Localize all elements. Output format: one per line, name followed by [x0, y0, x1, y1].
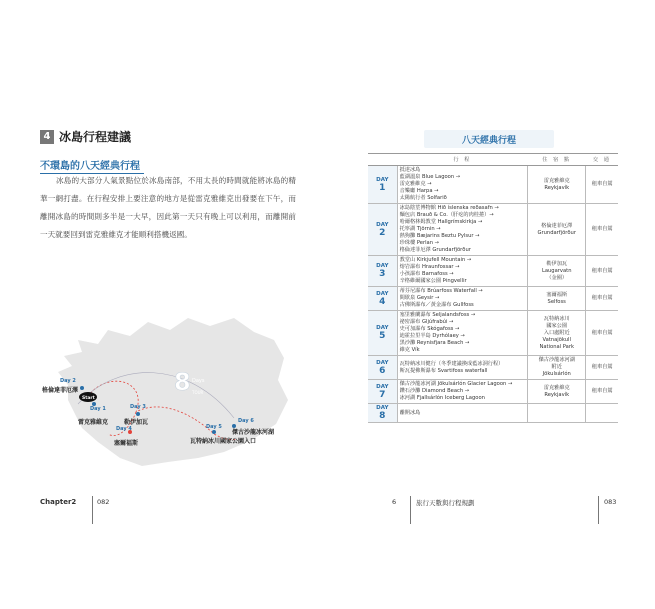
header-transport: 交 通	[586, 154, 618, 166]
stay-cell	[528, 404, 586, 423]
itinerary-title: 八天經典行程	[424, 130, 554, 148]
day-label: DAY	[376, 263, 389, 269]
itinerary-line: 迪霍拉里半島 Dyrhólaey →	[399, 333, 465, 339]
day-label: DAY	[376, 325, 389, 331]
day-label: DAY	[376, 405, 389, 411]
itinerary-line: 間歇泉 Geysir →	[399, 295, 440, 301]
map-day-label: Day 4	[116, 426, 132, 432]
table-row	[368, 287, 618, 311]
day-cell	[368, 404, 397, 423]
itinerary-line: 太陽航行者 Solfarið	[399, 195, 447, 201]
footer-divider	[410, 496, 411, 524]
map-day-label: Day 1	[90, 406, 106, 412]
stay-cell	[528, 356, 586, 380]
body-paragraph: 冰島的大部分人氣景點位於冰島南部，不用太長的時間就能將冰島的精華一網打盡。在行程安排上要注意的地方是從雷克雅維克出發要在下午，而離開冰島的時間則多半是一大早，因此第一天只有晚上可以利用，而離開前一天就要回到雷克雅維克才能順利搭機返國。	[40, 176, 296, 239]
day-number: 1	[379, 182, 386, 193]
footer-divider	[598, 496, 599, 524]
itinerary-line: 冰河湖 Fjallsárlón Iceberg Lagoon	[399, 395, 485, 401]
itinerary-cell	[397, 404, 528, 423]
day-cell	[368, 256, 397, 287]
stay-line: Reykjavík	[544, 184, 570, 191]
day-label: DAY	[376, 290, 389, 297]
stay-line: 勒伊加瓦	[546, 260, 568, 267]
stay-cell	[528, 256, 586, 287]
itinerary-line: 瓦特納冰川健行（冬季建議換成藍冰洞行程）	[399, 360, 504, 367]
iceland-route-map	[38, 300, 290, 480]
itinerary-line: 古佛斯瀑布／黃金瀑布 Gullfoss	[399, 302, 474, 308]
stay-cell	[528, 287, 586, 311]
day-cell	[368, 311, 397, 356]
map-place-label: 瓦特納冰川國家公園入口	[190, 438, 257, 445]
stay-line: 雷克雅維克	[543, 384, 570, 391]
itinerary-line: 熱狗攤 Bæjarins Beztu Pylsur →	[399, 233, 480, 239]
day-cell	[368, 166, 397, 204]
stay-line: 格倫達菲厄澤	[541, 222, 573, 229]
day-number: 4	[379, 296, 386, 307]
day-number: 3	[379, 269, 386, 279]
itinerary-cell	[397, 356, 528, 380]
stay-line: Laugarvatn	[541, 267, 572, 274]
transport-cell: 租車自駕	[586, 356, 618, 380]
stay-line: Reykjavík	[544, 391, 570, 398]
day-number: 6	[379, 365, 386, 376]
transport-cell: 租車自駕	[586, 166, 618, 204]
table-row	[368, 204, 618, 256]
stay-line: 附近	[551, 364, 562, 370]
itinerary-line: 托寧湖 Tjörnin →	[399, 226, 441, 232]
itinerary-line: 教堂山 Kirkjufell Mountain →	[399, 257, 472, 263]
stay-cell	[528, 380, 586, 404]
stay-line: 傑古沙龍冰河湖	[538, 357, 575, 363]
itinerary-line: 離開冰島	[399, 409, 421, 416]
footer-chapter: Chapter2	[40, 498, 77, 506]
stay-line: 國家公園	[546, 322, 568, 329]
stay-line: 雷克雅維克	[543, 177, 570, 184]
map-place-label: 傑古沙龍冰河湖	[232, 429, 275, 436]
day-number: 8	[379, 411, 386, 421]
days-number: 8	[174, 368, 191, 396]
itinerary-cell	[397, 204, 528, 256]
stay-cell	[528, 311, 586, 356]
itinerary-line: 小孩瀑布 Barnafoss →	[399, 271, 454, 277]
table-row	[368, 356, 618, 380]
start-label: Start	[82, 396, 95, 401]
footer-page-number-right: 083	[604, 498, 617, 506]
stay-cell	[528, 166, 586, 204]
itinerary-line: 黑沙灘 Reynisfjara Beach →	[399, 340, 470, 346]
itinerary-cell	[397, 287, 528, 311]
days-word: Days	[192, 378, 205, 384]
itinerary-line: 傑古沙龍冰河湖 Jökulsárlón Glacier Lagoon →	[399, 381, 513, 387]
stay-cell	[528, 204, 586, 256]
day-number: 7	[379, 389, 386, 400]
stay-line: 入口處附近	[543, 329, 570, 336]
itinerary-table	[368, 153, 618, 423]
footer-page-number: 082	[97, 498, 110, 506]
footer-chapter-number: 6	[392, 498, 397, 506]
itinerary-line: 珍珠樓 Perlan →	[399, 240, 439, 246]
itinerary-cell	[397, 311, 528, 356]
stay-line: Grundarfjörður	[537, 229, 576, 236]
map-day-label: Day 6	[238, 418, 254, 424]
itinerary-line: 塞里雅蘭瀑布 Seljalandsfoss →	[399, 312, 476, 318]
table-row	[368, 380, 618, 404]
transport-cell	[586, 404, 618, 423]
itinerary-cell	[397, 380, 528, 404]
header-day	[368, 154, 397, 166]
itinerary-line: 藍湖溫泉 Blue Lagoon →	[399, 174, 461, 180]
itinerary-line: 斯瓦提佛斯瀑布 Svartifoss waterfall	[399, 367, 488, 374]
stay-line: National Park	[539, 343, 574, 350]
table-row	[368, 256, 618, 287]
table-header-row	[368, 154, 618, 166]
itinerary-line: 音樂廳 Harpa →	[399, 188, 439, 194]
map-place-label: 雷克雅維克	[78, 419, 109, 426]
itinerary-line: 維克 Vík	[399, 347, 420, 353]
itinerary-line: 鑽石沙灘 Diamond Beach →	[399, 388, 470, 394]
transport-cell: 租車自駕	[586, 380, 618, 404]
transport-cell: 租車自駕	[586, 204, 618, 256]
day-number: 2	[379, 227, 386, 238]
stay-line: 瓦特納冰川	[543, 315, 570, 322]
table-row	[368, 404, 618, 423]
day-cell	[368, 380, 397, 404]
section-heading	[40, 128, 131, 145]
map-place-label: 格倫達菲厄澤	[42, 387, 79, 394]
day-cell	[368, 204, 397, 256]
day-label: DAY	[376, 176, 389, 183]
day-label: DAY	[376, 221, 389, 228]
stay-line: 塞爾福斯	[546, 291, 568, 298]
map-day-label: Day 3	[130, 404, 146, 410]
stay-line: （金圈）	[546, 274, 568, 281]
itinerary-line: 格倫達菲厄澤 Grundarfjörður	[399, 247, 471, 253]
itinerary-line: 冰島陰莖博物館 Hið íslenska reðasafn →	[399, 205, 499, 211]
itinerary-line: 麵包店 Brauð & Co.（肝疙的肉桂捲）→	[399, 212, 494, 218]
transport-cell: 租車自駕	[586, 256, 618, 287]
footer-chapter-title: 旅行天數與行程規劃	[416, 499, 475, 507]
table-row	[368, 311, 618, 356]
transport-cell: 租車自駕	[586, 287, 618, 311]
itinerary-line: 哈爾格林姆教堂 Hallgrímskirkja →	[399, 219, 483, 225]
section-title: 冰島行程建議	[59, 130, 132, 144]
itinerary-line: 雷克雅維克 →	[399, 181, 432, 187]
itinerary-line: 蒂芬尼瀑布 Brúarfoss Waterfall →	[399, 288, 483, 294]
itinerary-cell	[397, 166, 528, 204]
itinerary-line: 祕密瀑布 Gljúfrabúi →	[399, 319, 454, 325]
footer-divider	[92, 496, 93, 524]
section-number: 4	[40, 130, 54, 144]
day-label: DAY	[376, 359, 389, 366]
header-stay: 住 宿 點	[528, 154, 586, 166]
map-day-label: Day 2	[60, 378, 76, 384]
table-row	[368, 166, 618, 204]
itinerary-line: 熔岩瀑布 Hraunfossar →	[399, 264, 460, 270]
stay-line: Selfoss	[547, 298, 566, 305]
itinerary-line: 抵達冰島	[399, 167, 421, 173]
stay-line: Jökulsárlón	[542, 371, 571, 377]
map-day-label: Day 5	[206, 424, 222, 430]
itinerary-line: 辛格維爾國家公園 Þingvellir	[399, 278, 467, 284]
stay-line: Vatnajökull	[542, 336, 571, 343]
transport-cell: 租車自駕	[586, 311, 618, 356]
subheading: 不環島的八天經典行程	[40, 157, 144, 174]
itinerary-line: 史可加瀑布 Skógafoss →	[399, 326, 460, 332]
itinerary-cell	[397, 256, 528, 287]
header-itinerary: 行 程	[397, 154, 528, 166]
day-number: 5	[379, 331, 386, 341]
days-sub: TOUR	[192, 390, 204, 395]
day-cell	[368, 287, 397, 311]
map-place-label: 勒伊加瓦	[124, 419, 149, 426]
map-place-label: 塞爾福斯	[114, 440, 139, 447]
day-cell	[368, 356, 397, 380]
day-label: DAY	[376, 383, 389, 390]
